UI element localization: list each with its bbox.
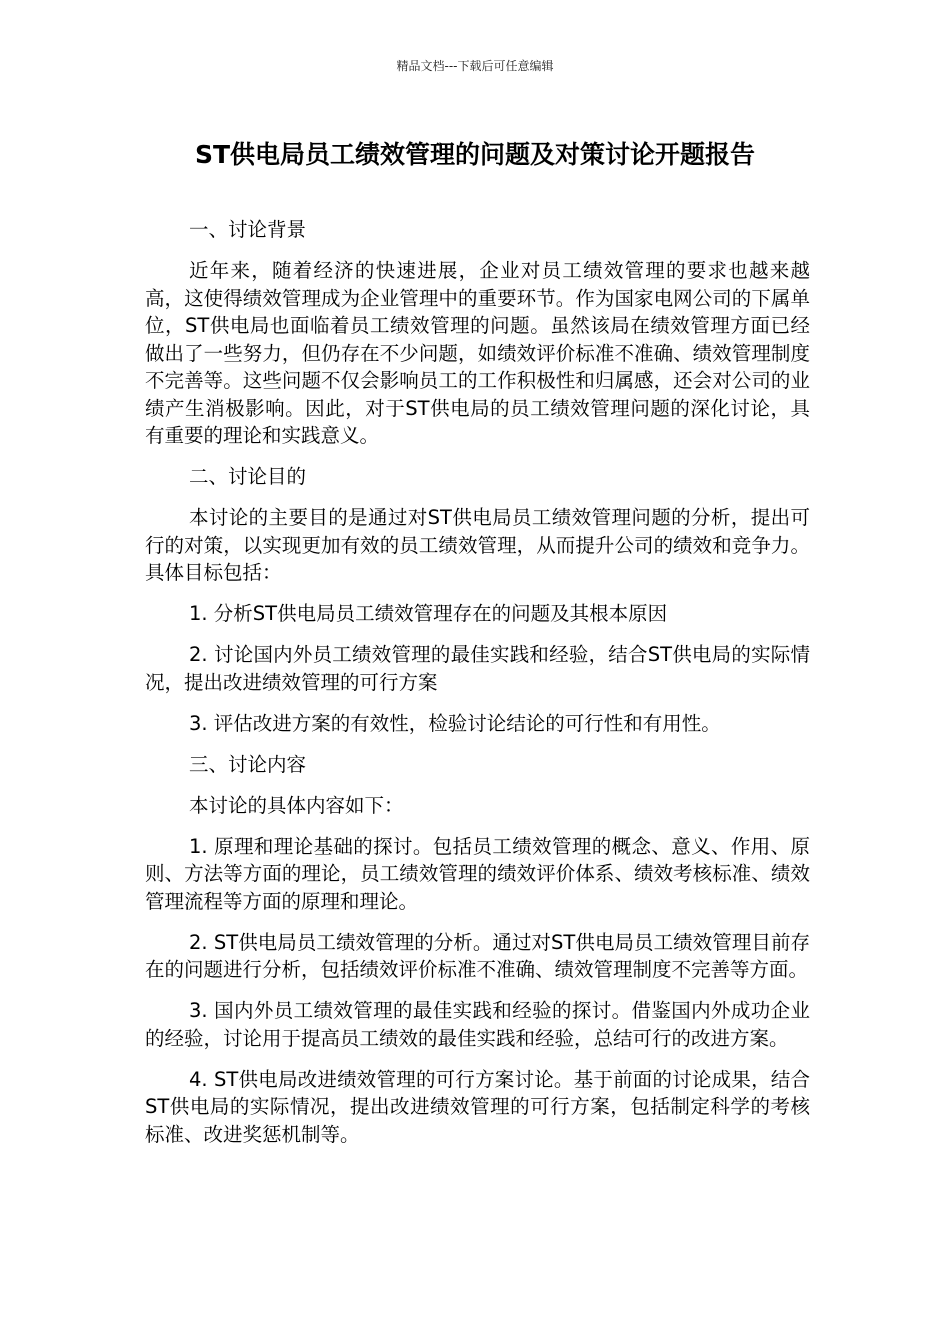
list-item-goal-3: 3. 评估改进方案的有效性，检验讨论结论的可行性和有用性。 bbox=[189, 711, 721, 735]
list-item-goal-2: 2. 讨论国内外员工绩效管理的最佳实践和经验，结合ST供电局的实际情况，提出改进绩效管理的可行方案 bbox=[145, 643, 810, 694]
paragraph-purpose: 本讨论的主要目的是通过对ST供电局员工绩效管理问题的分析，提出可行的对策，以实现更加有效的员工绩效管理，从而提升公司的绩效和竞争力。具体目标包括： bbox=[145, 506, 810, 584]
document-title: ST供电局员工绩效管理的问题及对策讨论开题报告 bbox=[194, 140, 756, 169]
list-item-content-3: 3. 国内外员工绩效管理的最佳实践和经验的探讨。借鉴国内外成功企业的经验，讨论用于提高员工绩效的最佳实践和经验，总结可行的改进方案。 bbox=[145, 999, 810, 1050]
list-item-goal-1: 1. 分析ST供电局员工绩效管理存在的问题及其根本原因 bbox=[189, 602, 668, 625]
paragraph-background: 近年来，随着经济的快速进展，企业对员工绩效管理的要求也越来越高，这使得绩效管理成为企业管理中的重要环节。作为国家电网公司的下属单位，ST供电局也面临着员工绩效管理的问题。虽然该局在绩效管理方面已经做出了一些努力，但仍存在不少问题，如绩效评价标准不准确、绩效管理制度不完善等。这些问题不仅会影响员工的工作积极性和归属感，还会对公司的业绩产生消极影响。因此，对于ST供电局的员工绩效管理问题的深化讨论，具有重要的理论和实践意义。 bbox=[145, 259, 810, 447]
list-item-content-4: 4. ST供电局改进绩效管理的可行方案讨论。基于前面的讨论成果，结合ST供电局的实际情况，提出改进绩效管理的可行方案，包括制定科学的考核标准、改进奖惩机制等。 bbox=[145, 1067, 810, 1146]
list-item-content-2: 2. ST供电局员工绩效管理的分析。通过对ST供电局员工绩效管理目前存在的问题进行分析，包括绩效评价标准不准确、绩效管理制度不完善等方面。 bbox=[145, 930, 810, 981]
document-body bbox=[145, 216, 810, 1162]
paragraph-content-intro: 本讨论的具体内容如下： bbox=[189, 793, 404, 817]
section-heading-background: 一、讨论背景 bbox=[189, 218, 307, 241]
list-item-content-1: 1. 原理和理论基础的探讨。包括员工绩效管理的概念、意义、作用、原则、方法等方面的理论，员工绩效管理的绩效评价体系、绩效考核标准、绩效管理流程等方面的原理和理论。 bbox=[145, 834, 810, 913]
section-heading-purpose: 二、讨论目的 bbox=[189, 465, 307, 488]
section-heading-content: 三、讨论内容 bbox=[189, 752, 307, 776]
header-note: 精品文档---下载后可任意编辑 bbox=[396, 59, 554, 73]
